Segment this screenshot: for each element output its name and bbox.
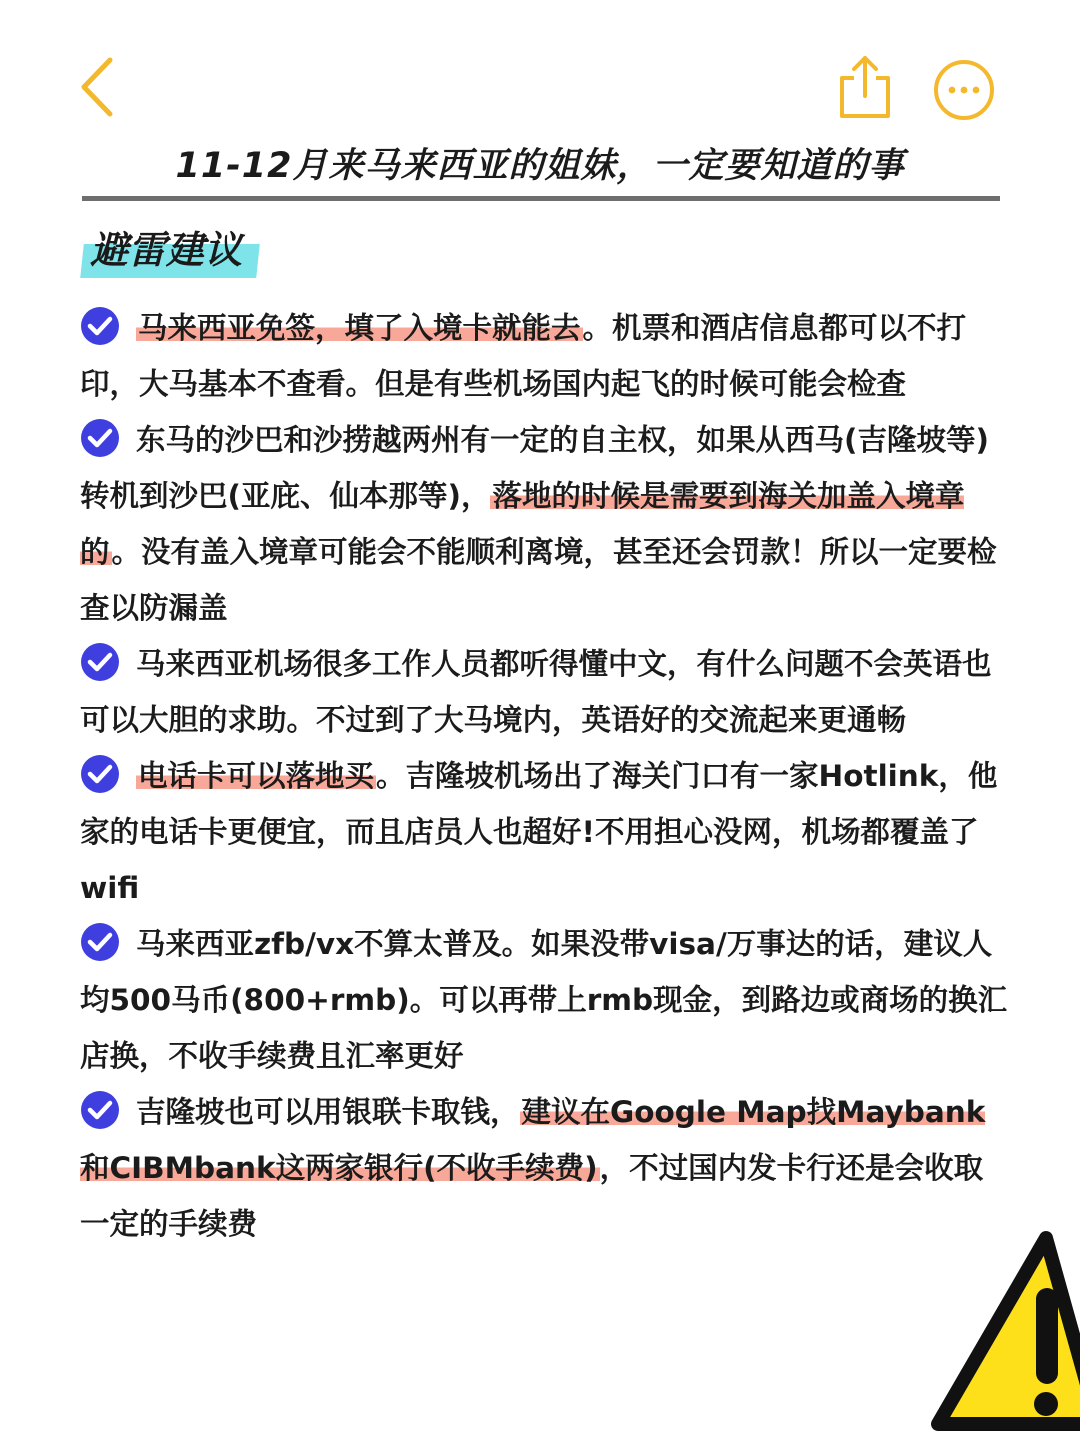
check-circle-icon: [80, 306, 120, 346]
tip-item: [80, 412, 1010, 636]
section-label: 避雷建议: [90, 228, 243, 272]
tip-highlight: 落地的时候是需要到海关加盖入境章的: [80, 479, 965, 569]
tip-text: 马来西亚zfb/vx不算太普及。如果没带visa/万事达的话，建议人均500马币(800+rmb)。可以再带上rmb现金，到路边或商场的换汇店换，不收手续费且汇率更好: [80, 927, 1008, 1073]
tip-highlight: 马来西亚免签，填了入境卡就能去: [138, 311, 581, 345]
tip-item: [80, 1084, 1010, 1252]
check-circle-icon: [80, 922, 120, 962]
chevron-left-icon[interactable]: [70, 52, 130, 122]
check-circle-icon: [80, 642, 120, 682]
check-circle-icon: [80, 754, 120, 794]
check-circle-icon: [80, 1090, 120, 1130]
tip-text: 马来西亚机场很多工作人员都听得懂中文，有什么问题不会英语也可以大胆的求助。不过到了大马境内，英语好的交流起来更通畅: [80, 647, 992, 737]
tip-item: [80, 300, 1010, 412]
tip-item: [80, 916, 1010, 1084]
more-icon[interactable]: [930, 56, 998, 124]
tip-highlight: 电话卡可以落地买: [138, 759, 375, 793]
tip-text: ，不过国内发卡行还是会收取一定的手续费: [80, 1151, 984, 1241]
tip-item: [80, 636, 1010, 748]
share-icon[interactable]: [834, 50, 896, 122]
tip-text: 吉隆坡也可以用银联卡取钱，: [136, 1095, 520, 1129]
page-title: 11-12月来马来西亚的姐妹，一定要知道的事: [175, 146, 905, 186]
tips-list: [80, 300, 1010, 1252]
tip-text: 。没有盖入境章可能会不能顺利离境，甚至还会罚款！所以一定要检查以防漏盖: [80, 535, 997, 625]
check-circle-icon: [80, 418, 120, 458]
tip-highlight: 建议在Google Map找Maybank和CIBMbank这两家银行(不收手续费): [80, 1095, 986, 1185]
tip-text: 。吉隆坡机场出了海关门口有一家Hotlink，他家的电话卡更便宜，而且店员人也超好!不用担心没网，机场都覆盖了wifi: [80, 759, 998, 905]
top-bar: [0, 0, 1080, 150]
section-heading: [80, 224, 270, 282]
title-divider: [82, 196, 1000, 201]
warning-icon: [928, 1228, 1080, 1440]
tip-item: [80, 748, 1010, 916]
tip-text: 东马的沙巴和沙捞越两州有一定的自主权，如果从西马(吉隆坡等)转机到沙巴(亚庇、仙本那等)，: [80, 423, 989, 513]
tip-text: 。机票和酒店信息都可以不打印，大马基本不查看。但是有些机场国内起飞的时候可能会检查: [80, 311, 967, 401]
